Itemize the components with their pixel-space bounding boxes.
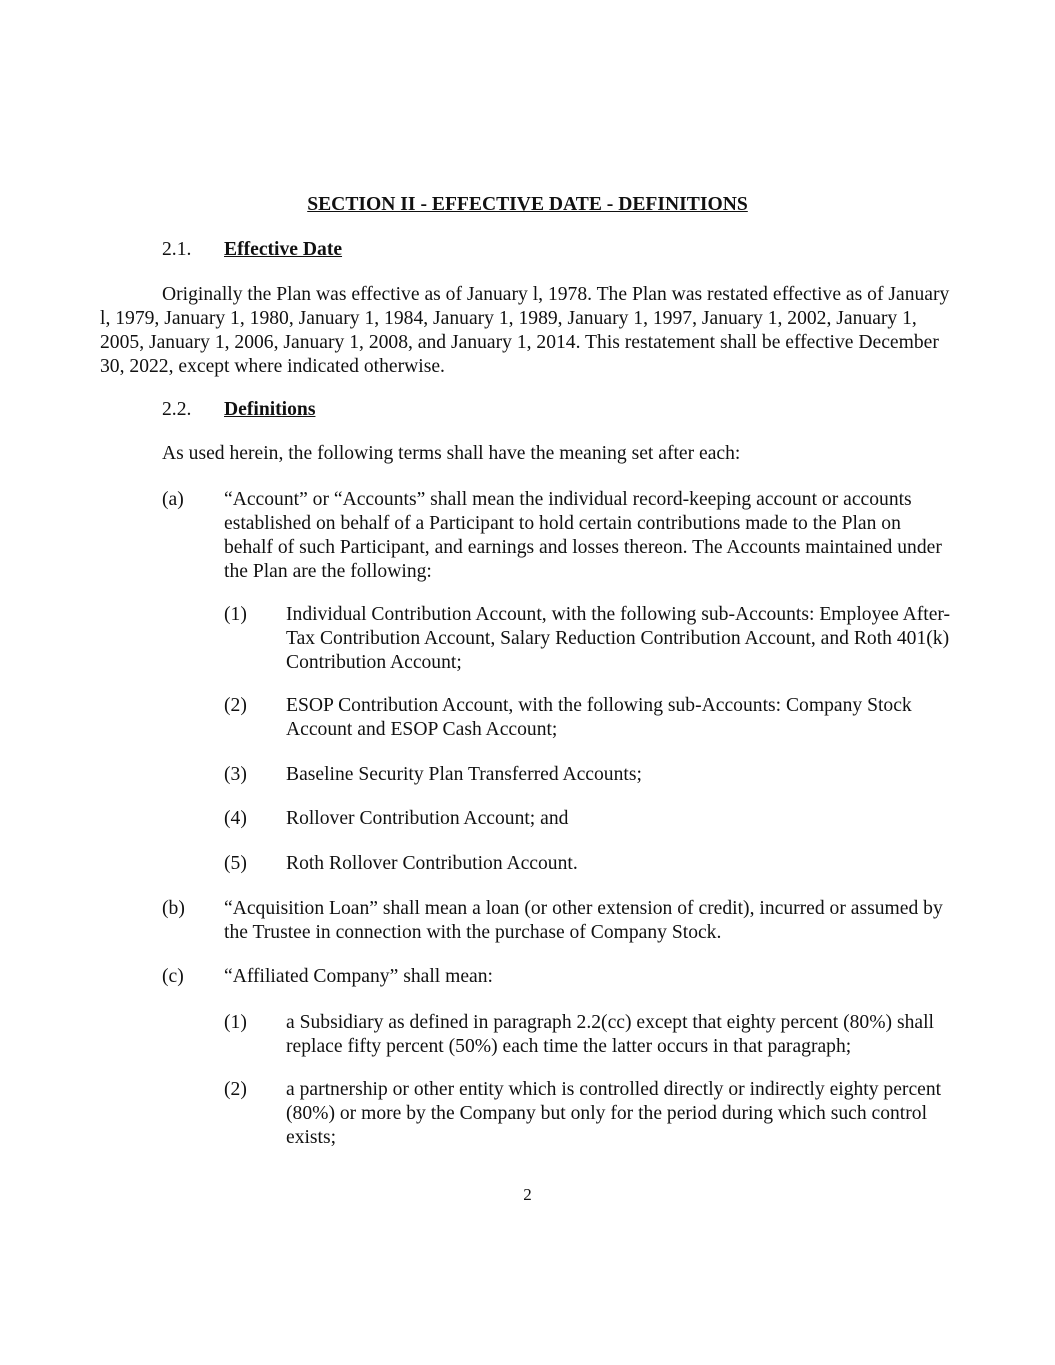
item-c-label: (c) (162, 966, 184, 987)
effective-date-paragraph: Originally the Plan was effective as of January l, 1978. The Plan was restated effective as of January l, 1979, January 1, 1980, January 1, 1984, January 1, 1989, January 1, 1997, January 1, 2002, January 1, 2005, January 1, 2006, January 1, 2008, and January 1, 2014. This restatement shall be effective December 30, 2022, except where indicated otherwise. (100, 284, 950, 377)
section-2-1-title: Effective Date (224, 239, 343, 260)
item-a-sub-5-label: (5) (224, 853, 247, 874)
item-a-sub-4-text: Rollover Contribution Account; and (286, 808, 569, 829)
page-number: 2 (523, 1185, 532, 1204)
item-a-sub-1-text: Individual Contribution Account, with the following sub-Accounts: Employee After-Tax Contribution Account, Salary Reduction Contribution Account, and Roth 401(k) Contribution Account; (286, 604, 951, 673)
definitions-intro: As used herein, the following terms shall have the meaning set after each: (162, 443, 741, 464)
item-a-sub-3-text: Baseline Security Plan Transferred Accounts; (286, 764, 642, 785)
item-a-label: (a) (162, 489, 184, 510)
section-2-2-number: 2.2. (162, 399, 192, 420)
item-c-sub-2-text: a partnership or other entity which is controlled directly or indirectly eighty percent (80%) or more by the Company but only for the period during which such control exists; (286, 1079, 942, 1148)
item-a-sub-2-label: (2) (224, 695, 247, 716)
section-2-2-title: Definitions (224, 399, 316, 420)
item-c-text: “Affiliated Company” shall mean: (224, 966, 493, 987)
item-a-text: “Account” or “Accounts” shall mean the individual record-keeping account or accounts established on behalf of a Participant to hold certain contributions made to the Plan on behalf of such Participant, and earnings and losses thereon. The Accounts maintained under the Plan are the following: (224, 489, 942, 582)
item-a-sub-2-text: ESOP Contribution Account, with the following sub-Accounts: Company Stock Account and ESOP Cash Account; (286, 695, 912, 740)
item-c-sub-1-text: a Subsidiary as defined in paragraph 2.2(cc) except that eighty percent (80%) shall replace fifty percent (50%) each time the latter occurs in that paragraph; (286, 1012, 934, 1057)
item-a-sub-4-label: (4) (224, 808, 247, 829)
item-a-sub-3-label: (3) (224, 764, 247, 785)
item-b-text: “Acquisition Loan” shall mean a loan (or other extension of credit), incurred or assumed by the Trustee in connection with the purchase of Company Stock. (224, 898, 943, 943)
section-2-1-number: 2.1. (162, 239, 192, 260)
item-a-sub-1-label: (1) (224, 604, 247, 625)
item-b-label: (b) (162, 898, 185, 919)
item-c-sub-2-label: (2) (224, 1079, 247, 1100)
item-a-sub-5-text: Roth Rollover Contribution Account. (286, 853, 578, 874)
item-c-sub-1-label: (1) (224, 1012, 247, 1033)
section-title: SECTION II - EFFECTIVE DATE - DEFINITIONS (307, 194, 748, 215)
